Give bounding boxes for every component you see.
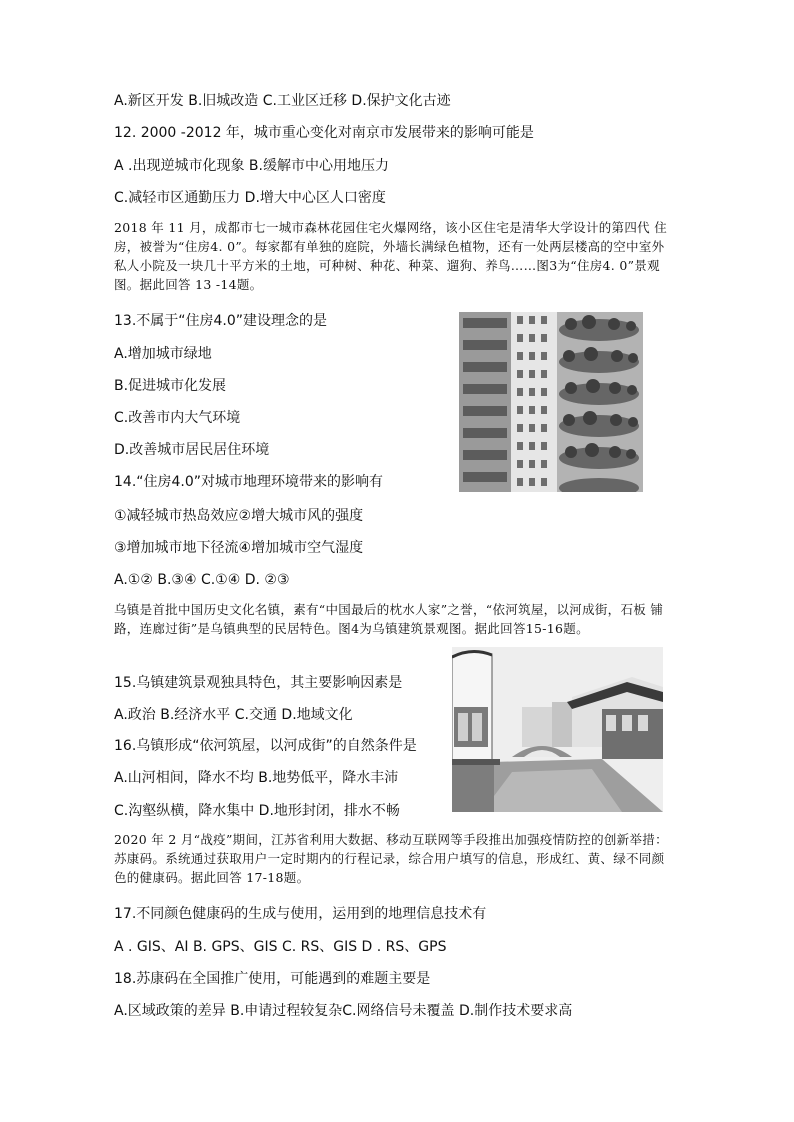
- q13-stem: 13.不属于“住房4.0”建设理念的是: [114, 313, 328, 329]
- q13-option-b: B.促进城市化发展: [114, 378, 227, 394]
- wuzhen-architecture-photo: [452, 647, 663, 812]
- q13-option-a: A.增加城市绿地: [114, 346, 212, 362]
- passage-17-18: 2020 年 2 月“战疫”期间，江苏省利用大数据、移动互联网等手段推出加强疫情防控的创新举措：苏康码。系统通过获取用户一定时期内的行程记录，综合用户填写的信息，形成红、黄、绿不同颜色的健康码。据此回答 17-18题。: [114, 832, 668, 885]
- q16-stem: 16.乌镇形成“依河筑屋，以河成街”的自然条件是: [114, 738, 417, 754]
- q15-stem: 15.乌镇建筑景观独具特色，其主要影响因素是: [114, 675, 403, 691]
- q12-stem: 12. 2000 -2012 年，城市重心变化对南京市发展带来的影响可能是: [114, 125, 534, 141]
- q17-options: A . GIS、AI B. GPS、GIS C. RS、GIS D . RS、GPS: [114, 939, 447, 955]
- q13-option-d: D.改善城市居民居住环境: [114, 442, 270, 458]
- wuzhen-photo-illustration: [452, 647, 663, 812]
- q18-options: A.区域政策的差异 B.申请过程较复杂C.网络信号未覆盖 D.制作技术要求高: [114, 1003, 573, 1019]
- q14-items-12: ①减轻城市热岛效应②增大城市风的强度: [114, 508, 364, 524]
- q12-options-cd: C.减轻市区通勤压力 D.增大中心区人口密度: [114, 190, 386, 206]
- q16-options-cd: C.沟壑纵横，降水集中 D.地形封闭，排水不畅: [114, 803, 400, 819]
- q14-options: A.①② B.③④ C.①④ D. ②③: [114, 572, 290, 588]
- q17-stem: 17.不同颜色健康码的生成与使用，运用到的地理信息技术有: [114, 906, 487, 922]
- q14-items-34: ③增加城市地下径流④增加城市空气湿度: [114, 540, 364, 556]
- building-photo-illustration: [459, 312, 643, 492]
- q11-options: A.新区开发 B.旧城改造 C.工业区迁移 D.保护文化古迹: [114, 93, 451, 109]
- q14-stem: 14.“住房4.0”对城市地理环境带来的影响有: [114, 474, 384, 490]
- housing-building-photo: [459, 312, 643, 492]
- q16-options-ab: A.山河相间，降水不均 B.地势低平，降水丰沛: [114, 770, 399, 786]
- q18-stem: 18.苏康码在全国推广使用，可能遇到的难题主要是: [114, 971, 431, 987]
- q15-options: A.政治 B.经济水平 C.交通 D.地域文化: [114, 707, 353, 723]
- q13-option-c: C.改善市内大气环境: [114, 410, 241, 426]
- q12-options-ab: A .出现逆城市化现象 B.缓解市中心用地压力: [114, 158, 389, 174]
- passage-13-14: 2018 年 11 月，成都市七一城市森林花园住宅火爆网络，该小区住宅是清华大学设计的第四代 住房，被誉为“住房4. 0”。每家都有单独的庭院，外墙长满绿色植物，还有一处两层楼高的空中室外私人小院及一块几十平方米的土地，可种树、种花、种菜、遛狗、养鸟……图3为“住房4. 0”景观图。据此回答 13 -14题。: [114, 220, 668, 292]
- passage-15-16: 乌镇是首批中国历史文化名镇，素有“中国最后的枕水人家”之誉，“依河筑屋，以河成街，石板 铺路，连廊过街”是乌镇典型的民居特色。图4为乌镇建筑景观图。据此回答15-16题。: [114, 602, 664, 636]
